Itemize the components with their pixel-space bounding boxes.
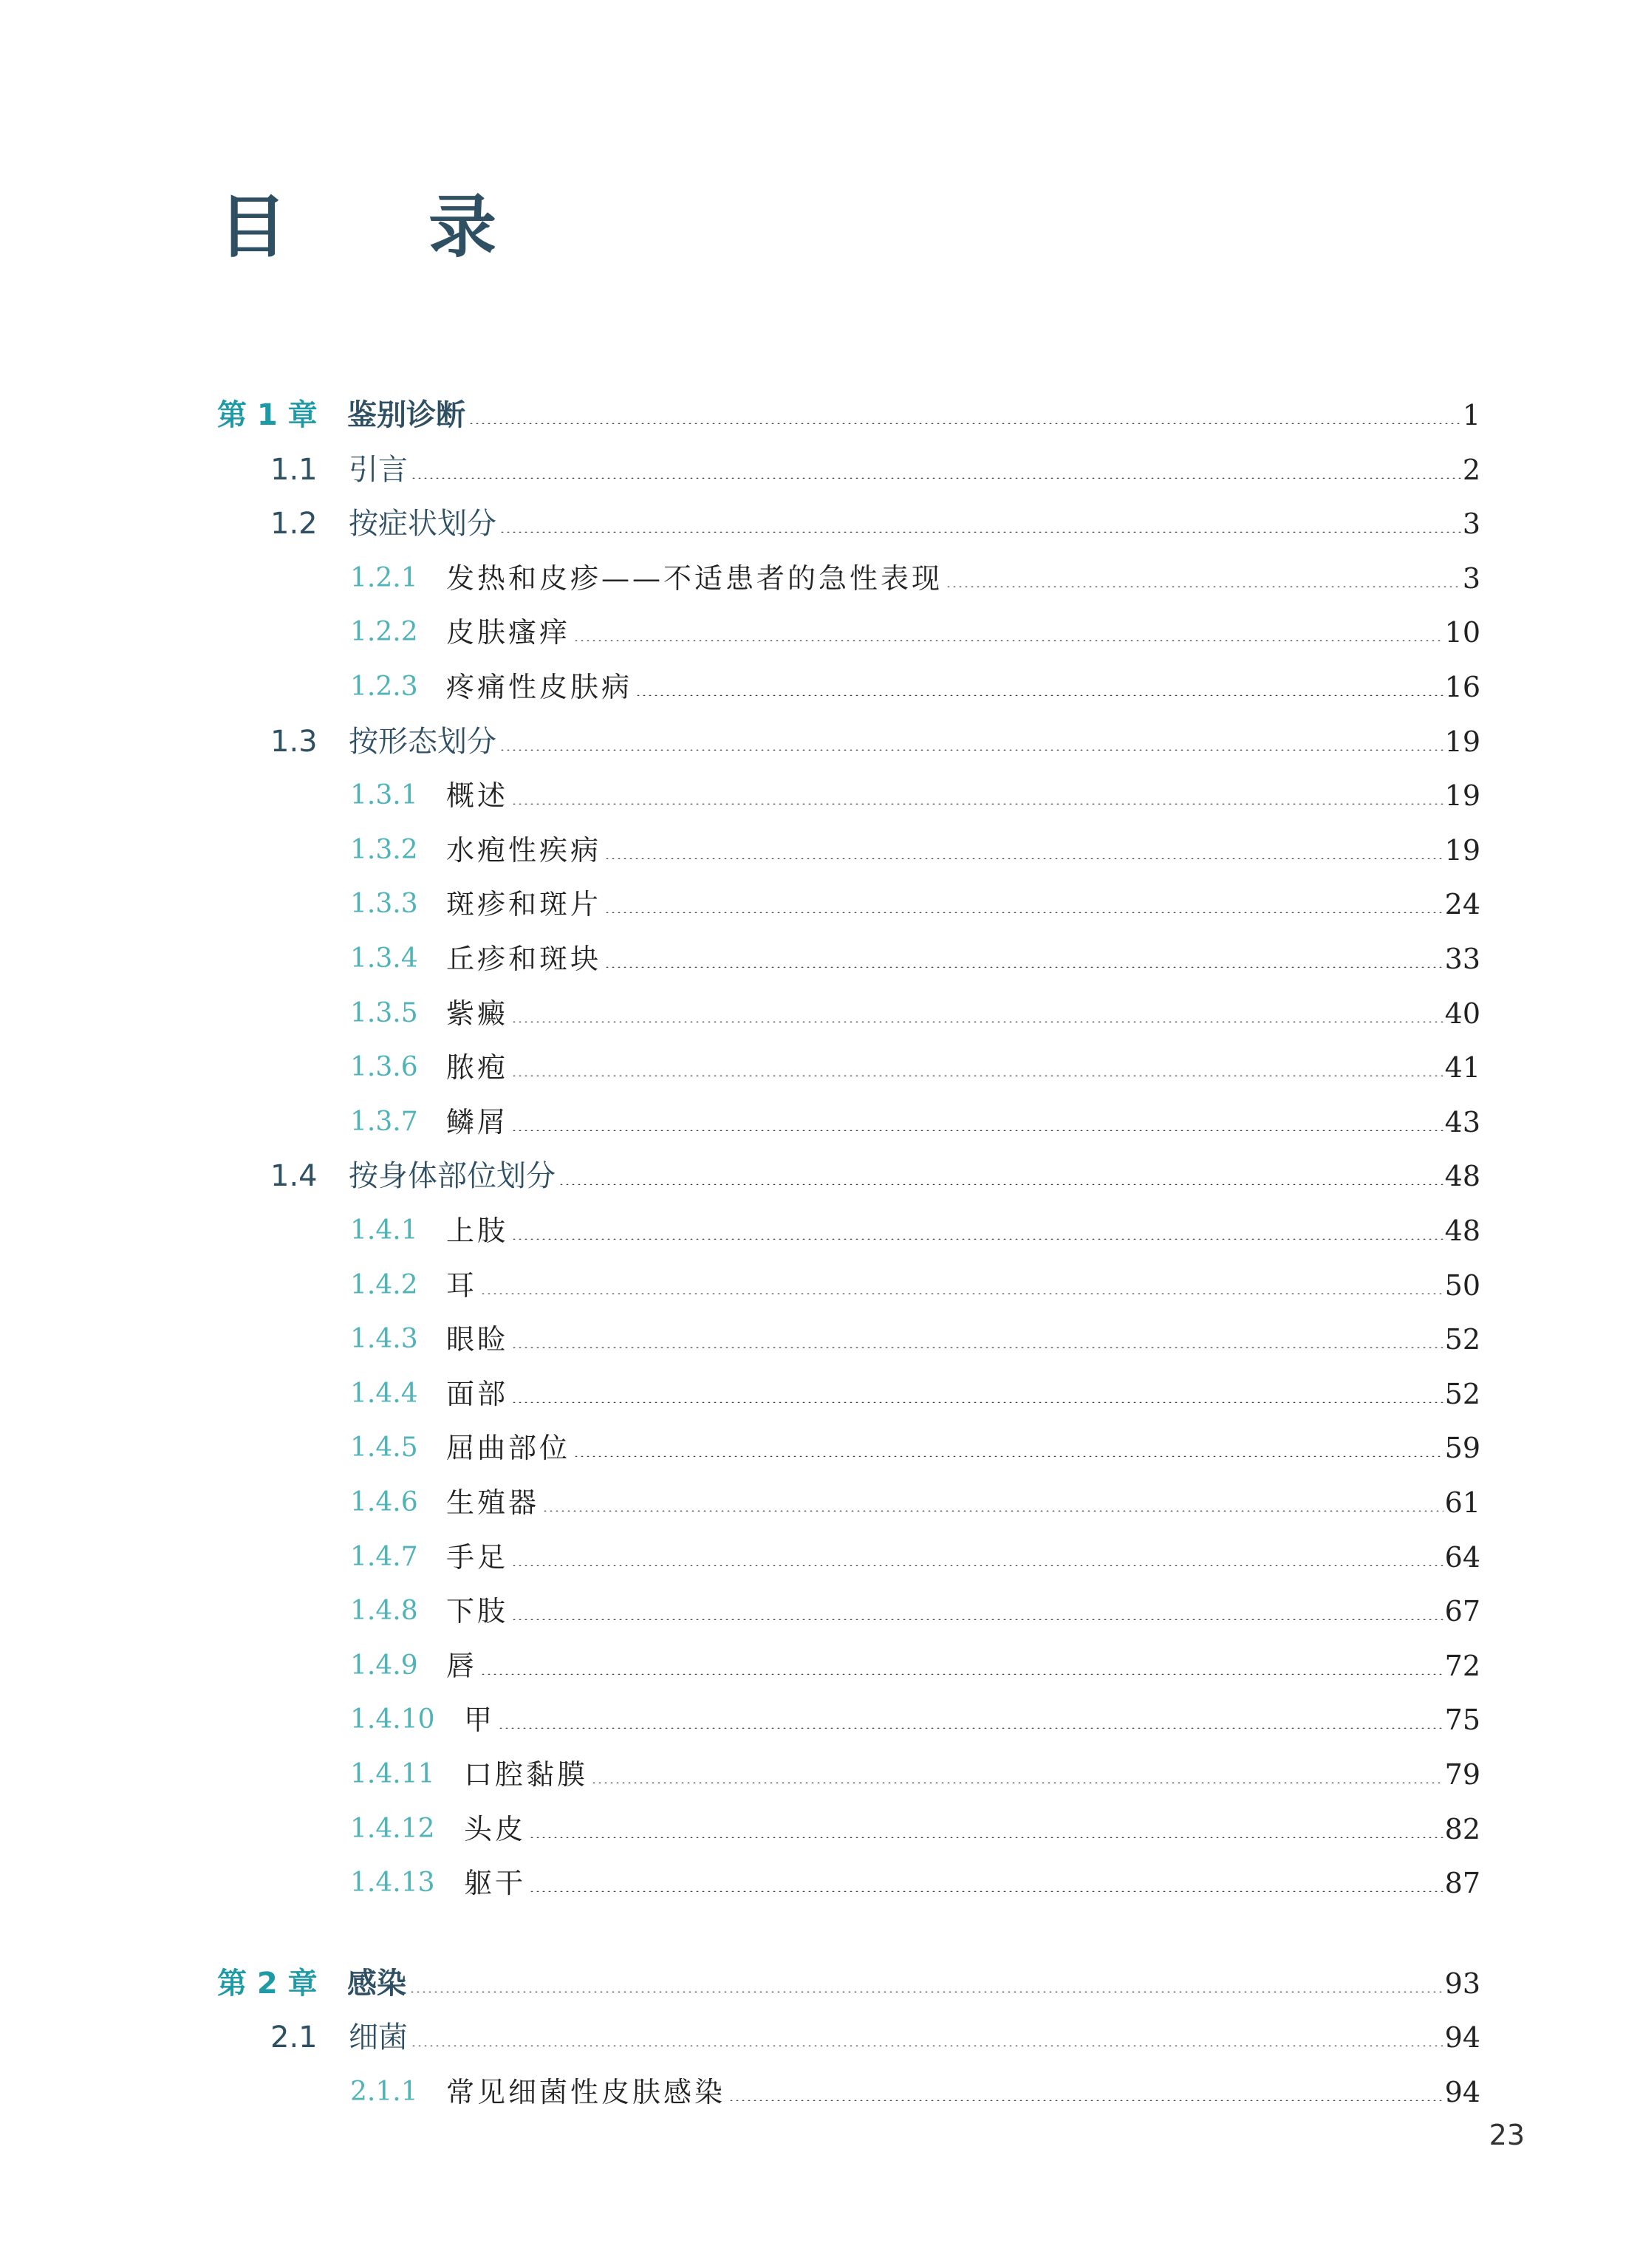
toc-entry-title: 细菌	[349, 2021, 408, 2054]
toc-entry-number: 1.4.5	[350, 1432, 418, 1463]
dot-leader	[468, 423, 1461, 424]
dot-leader	[604, 858, 1443, 859]
toc-entry-title: 上肢	[446, 1215, 509, 1247]
toc-entry-number: 1.3.6	[350, 1052, 418, 1082]
toc-entry-page: 52	[1444, 1323, 1480, 1356]
dot-leader	[511, 1565, 1443, 1566]
toc-entry-section[interactable]	[0, 720, 1480, 764]
toc-entry-title: 发热和皮疹——不适患者的急性表现	[446, 562, 943, 595]
dot-leader	[529, 1890, 1443, 1892]
toc-entry-section[interactable]	[0, 2015, 1480, 2060]
toc-entry-number: 1.4.6	[350, 1487, 418, 1517]
toc-entry-number: 1.4.1	[350, 1215, 418, 1246]
dot-leader	[604, 966, 1443, 968]
dot-leader	[558, 1183, 1443, 1185]
toc-entry-sub[interactable]	[0, 556, 1480, 601]
toc-entry-sub[interactable]	[0, 1317, 1480, 1362]
toc-entry-page: 41	[1444, 1051, 1480, 1084]
dot-leader	[511, 1021, 1443, 1022]
toc-entry-number: 1.3.7	[350, 1107, 418, 1137]
toc-entry-sub[interactable]	[0, 828, 1480, 872]
toc-entry-sub[interactable]	[0, 882, 1480, 926]
dot-leader	[409, 1991, 1443, 1992]
toc-entry-number: 1.4.8	[350, 1596, 418, 1626]
toc-entry-section[interactable]	[0, 502, 1480, 546]
toc-entry-number: 1.3.1	[350, 780, 418, 810]
toc-entry-page: 40	[1444, 997, 1480, 1030]
toc-entry-sub[interactable]	[0, 1372, 1480, 1416]
toc-entry-number: 1.3.5	[350, 998, 418, 1028]
toc-entry-sub[interactable]	[0, 2070, 1480, 2114]
toc-entry-sub[interactable]	[0, 1589, 1480, 1633]
toc-entry-title: 面部	[446, 1378, 509, 1410]
toc-entry-page: 61	[1444, 1486, 1480, 1519]
toc-entry-sub[interactable]	[0, 1045, 1480, 1090]
toc-entry-title: 皮肤瘙痒	[446, 616, 571, 649]
toc-entry-page: 94	[1444, 2021, 1480, 2054]
toc-entry-chapter[interactable]	[0, 393, 1480, 437]
toc-entry-title: 手足	[446, 1541, 509, 1574]
dot-leader	[480, 1293, 1443, 1294]
toc-entry-sub[interactable]	[0, 1698, 1480, 1742]
toc-entry-number: 1.2.3	[350, 672, 418, 702]
toc-entry-page: 94	[1444, 2076, 1480, 2108]
toc-entry-page: 43	[1444, 1106, 1480, 1138]
toc-entry-sub[interactable]	[0, 1209, 1480, 1253]
toc-entry-number: 1.2	[270, 507, 318, 541]
toc-entry-page: 93	[1444, 1967, 1480, 2000]
dot-leader	[511, 803, 1443, 805]
dot-leader	[498, 1727, 1443, 1729]
toc-entry-page: 19	[1444, 834, 1480, 867]
toc-entry-title: 按形态划分	[349, 725, 496, 759]
dot-leader	[511, 1238, 1443, 1240]
toc-entry-page: 48	[1444, 1215, 1480, 1247]
toc-entry-number: 1.4.11	[350, 1759, 435, 1789]
toc-entry-page: 16	[1444, 671, 1480, 703]
toc-entry-title: 水疱性疾病	[446, 834, 602, 867]
toc-entry-page: 67	[1444, 1595, 1480, 1627]
toc-entry-page: 33	[1444, 943, 1480, 975]
toc-entry-number: 1.4.7	[350, 1542, 418, 1572]
toc-entry-sub[interactable]	[0, 1100, 1480, 1144]
dot-leader	[480, 1673, 1443, 1675]
dot-leader	[511, 1075, 1443, 1076]
toc-entry-page: 19	[1444, 725, 1480, 758]
dot-leader	[411, 477, 1461, 479]
toc-entry-sub[interactable]	[0, 1644, 1480, 1688]
toc-entry-sub[interactable]	[0, 1861, 1480, 1905]
toc-entry-title: 唇	[446, 1650, 478, 1682]
toc-entry-title: 屈曲部位	[446, 1432, 571, 1464]
toc-entry-number: 1.4.12	[350, 1814, 435, 1844]
toc-entry-number: 1.4.4	[350, 1379, 418, 1409]
toc-entry-page: 3	[1462, 562, 1480, 595]
toc-entry-title: 疼痛性皮肤病	[446, 671, 633, 703]
toc-entry-section[interactable]	[0, 448, 1480, 492]
toc-entry-sub[interactable]	[0, 1263, 1480, 1308]
toc-entry-page: 72	[1444, 1650, 1480, 1682]
toc-entry-number: 1.4	[270, 1159, 318, 1193]
dot-leader	[604, 912, 1443, 913]
dot-leader	[573, 1455, 1443, 1457]
toc-entry-section[interactable]	[0, 1154, 1480, 1198]
dot-leader	[511, 1347, 1443, 1348]
toc-entry-page: 50	[1444, 1269, 1480, 1302]
toc-entry-title: 脓疱	[446, 1051, 509, 1084]
dot-leader	[529, 1837, 1443, 1838]
toc-entry-number: 第 1 章	[217, 398, 318, 432]
toc-entry-sub[interactable]	[0, 1480, 1480, 1525]
toc-entry-title: 躯干	[464, 1867, 527, 1899]
toc-entry-sub[interactable]	[0, 1807, 1480, 1851]
toc-entry-number: 1.4.10	[350, 1704, 435, 1735]
toc-entry-number: 1.3	[270, 725, 318, 759]
toc-entry-number: 1.2.2	[350, 617, 418, 647]
dot-leader	[511, 1619, 1443, 1620]
toc-entry-title: 头皮	[464, 1813, 527, 1845]
toc-entry-number: 1.3.3	[350, 889, 418, 919]
toc-entry-sub[interactable]	[0, 665, 1480, 709]
dot-leader	[511, 1401, 1443, 1403]
toc-entry-page: 87	[1444, 1867, 1480, 1899]
toc-entry-title: 紫癜	[446, 997, 509, 1030]
dot-leader	[635, 694, 1443, 696]
dot-leader	[511, 1130, 1443, 1131]
toc-entry-number: 1.2.1	[350, 563, 418, 593]
toc-entry-title: 甲	[464, 1704, 496, 1736]
toc-entry-sub[interactable]	[0, 773, 1480, 818]
toc-entry-sub[interactable]	[0, 991, 1480, 1036]
toc-entry-number: 1.3.2	[350, 835, 418, 865]
dot-leader	[499, 531, 1461, 533]
toc-entry-title: 斑疹和斑片	[446, 888, 602, 920]
toc-entry-title: 下肢	[446, 1595, 509, 1627]
page-title: 目 录	[219, 188, 556, 267]
toc-entry-title: 生殖器	[446, 1486, 540, 1519]
toc-entry-number: 第 2 章	[217, 1967, 318, 2001]
toc-entry-title: 丘疹和斑块	[446, 943, 602, 975]
toc-entry-number: 2.1.1	[350, 2077, 418, 2107]
toc-entry-page: 64	[1444, 1541, 1480, 1574]
toc-entry-page: 82	[1444, 1813, 1480, 1845]
dot-leader	[573, 640, 1443, 641]
toc-entry-page: 79	[1444, 1758, 1480, 1791]
toc-entry-page: 3	[1462, 508, 1480, 540]
toc-entry-page: 1	[1462, 399, 1480, 431]
toc-entry-title: 概述	[446, 779, 509, 812]
dot-leader	[542, 1510, 1443, 1512]
toc-entry-title: 按身体部位划分	[349, 1159, 556, 1193]
toc-entry-number: 2.1	[270, 2021, 318, 2054]
toc-entry-sub[interactable]	[0, 1426, 1480, 1470]
dot-leader	[946, 586, 1461, 587]
toc-entry-page: 59	[1444, 1432, 1480, 1464]
dot-leader	[411, 2045, 1443, 2046]
dot-leader	[499, 749, 1443, 751]
toc-entry-number: 1.4.3	[350, 1324, 418, 1354]
toc-entry-title: 感染	[347, 1967, 406, 2001]
toc-entry-sub[interactable]	[0, 1535, 1480, 1579]
page-number: 23	[1489, 2119, 1525, 2151]
toc-entry-title: 口腔黏膜	[464, 1758, 589, 1791]
toc-entry-number: 1.3.4	[350, 943, 418, 974]
toc-entry-page: 19	[1444, 779, 1480, 812]
toc-entry-number: 1.1	[270, 453, 318, 487]
toc-entry-title: 鳞屑	[446, 1106, 509, 1138]
toc-entry-page: 52	[1444, 1378, 1480, 1410]
toc-entry-sub[interactable]	[0, 1752, 1480, 1797]
toc-entry-page: 2	[1462, 454, 1480, 486]
toc-entry-chapter[interactable]	[0, 1961, 1480, 2006]
toc-entry-page: 48	[1444, 1160, 1480, 1192]
toc-entry-title: 常见细菌性皮肤感染	[446, 2076, 726, 2108]
toc-entry-title: 耳	[446, 1269, 478, 1302]
toc-entry-number: 1.4.2	[350, 1270, 418, 1300]
toc-entry-page: 75	[1444, 1704, 1480, 1736]
toc-entry-title: 眼睑	[446, 1323, 509, 1356]
toc-entry-number: 1.4.9	[350, 1650, 418, 1681]
dot-leader	[591, 1782, 1443, 1783]
toc-entry-page: 24	[1444, 888, 1480, 920]
toc-entry-title: 按症状划分	[349, 507, 496, 541]
toc-entry-sub[interactable]	[0, 610, 1480, 655]
toc-entry-number: 1.4.13	[350, 1868, 435, 1898]
dot-leader	[728, 2100, 1443, 2101]
toc-entry-title: 引言	[349, 453, 408, 487]
toc-entry-page: 10	[1444, 616, 1480, 649]
toc-entry-title: 鉴别诊断	[347, 398, 465, 432]
toc-entry-sub[interactable]	[0, 937, 1480, 981]
